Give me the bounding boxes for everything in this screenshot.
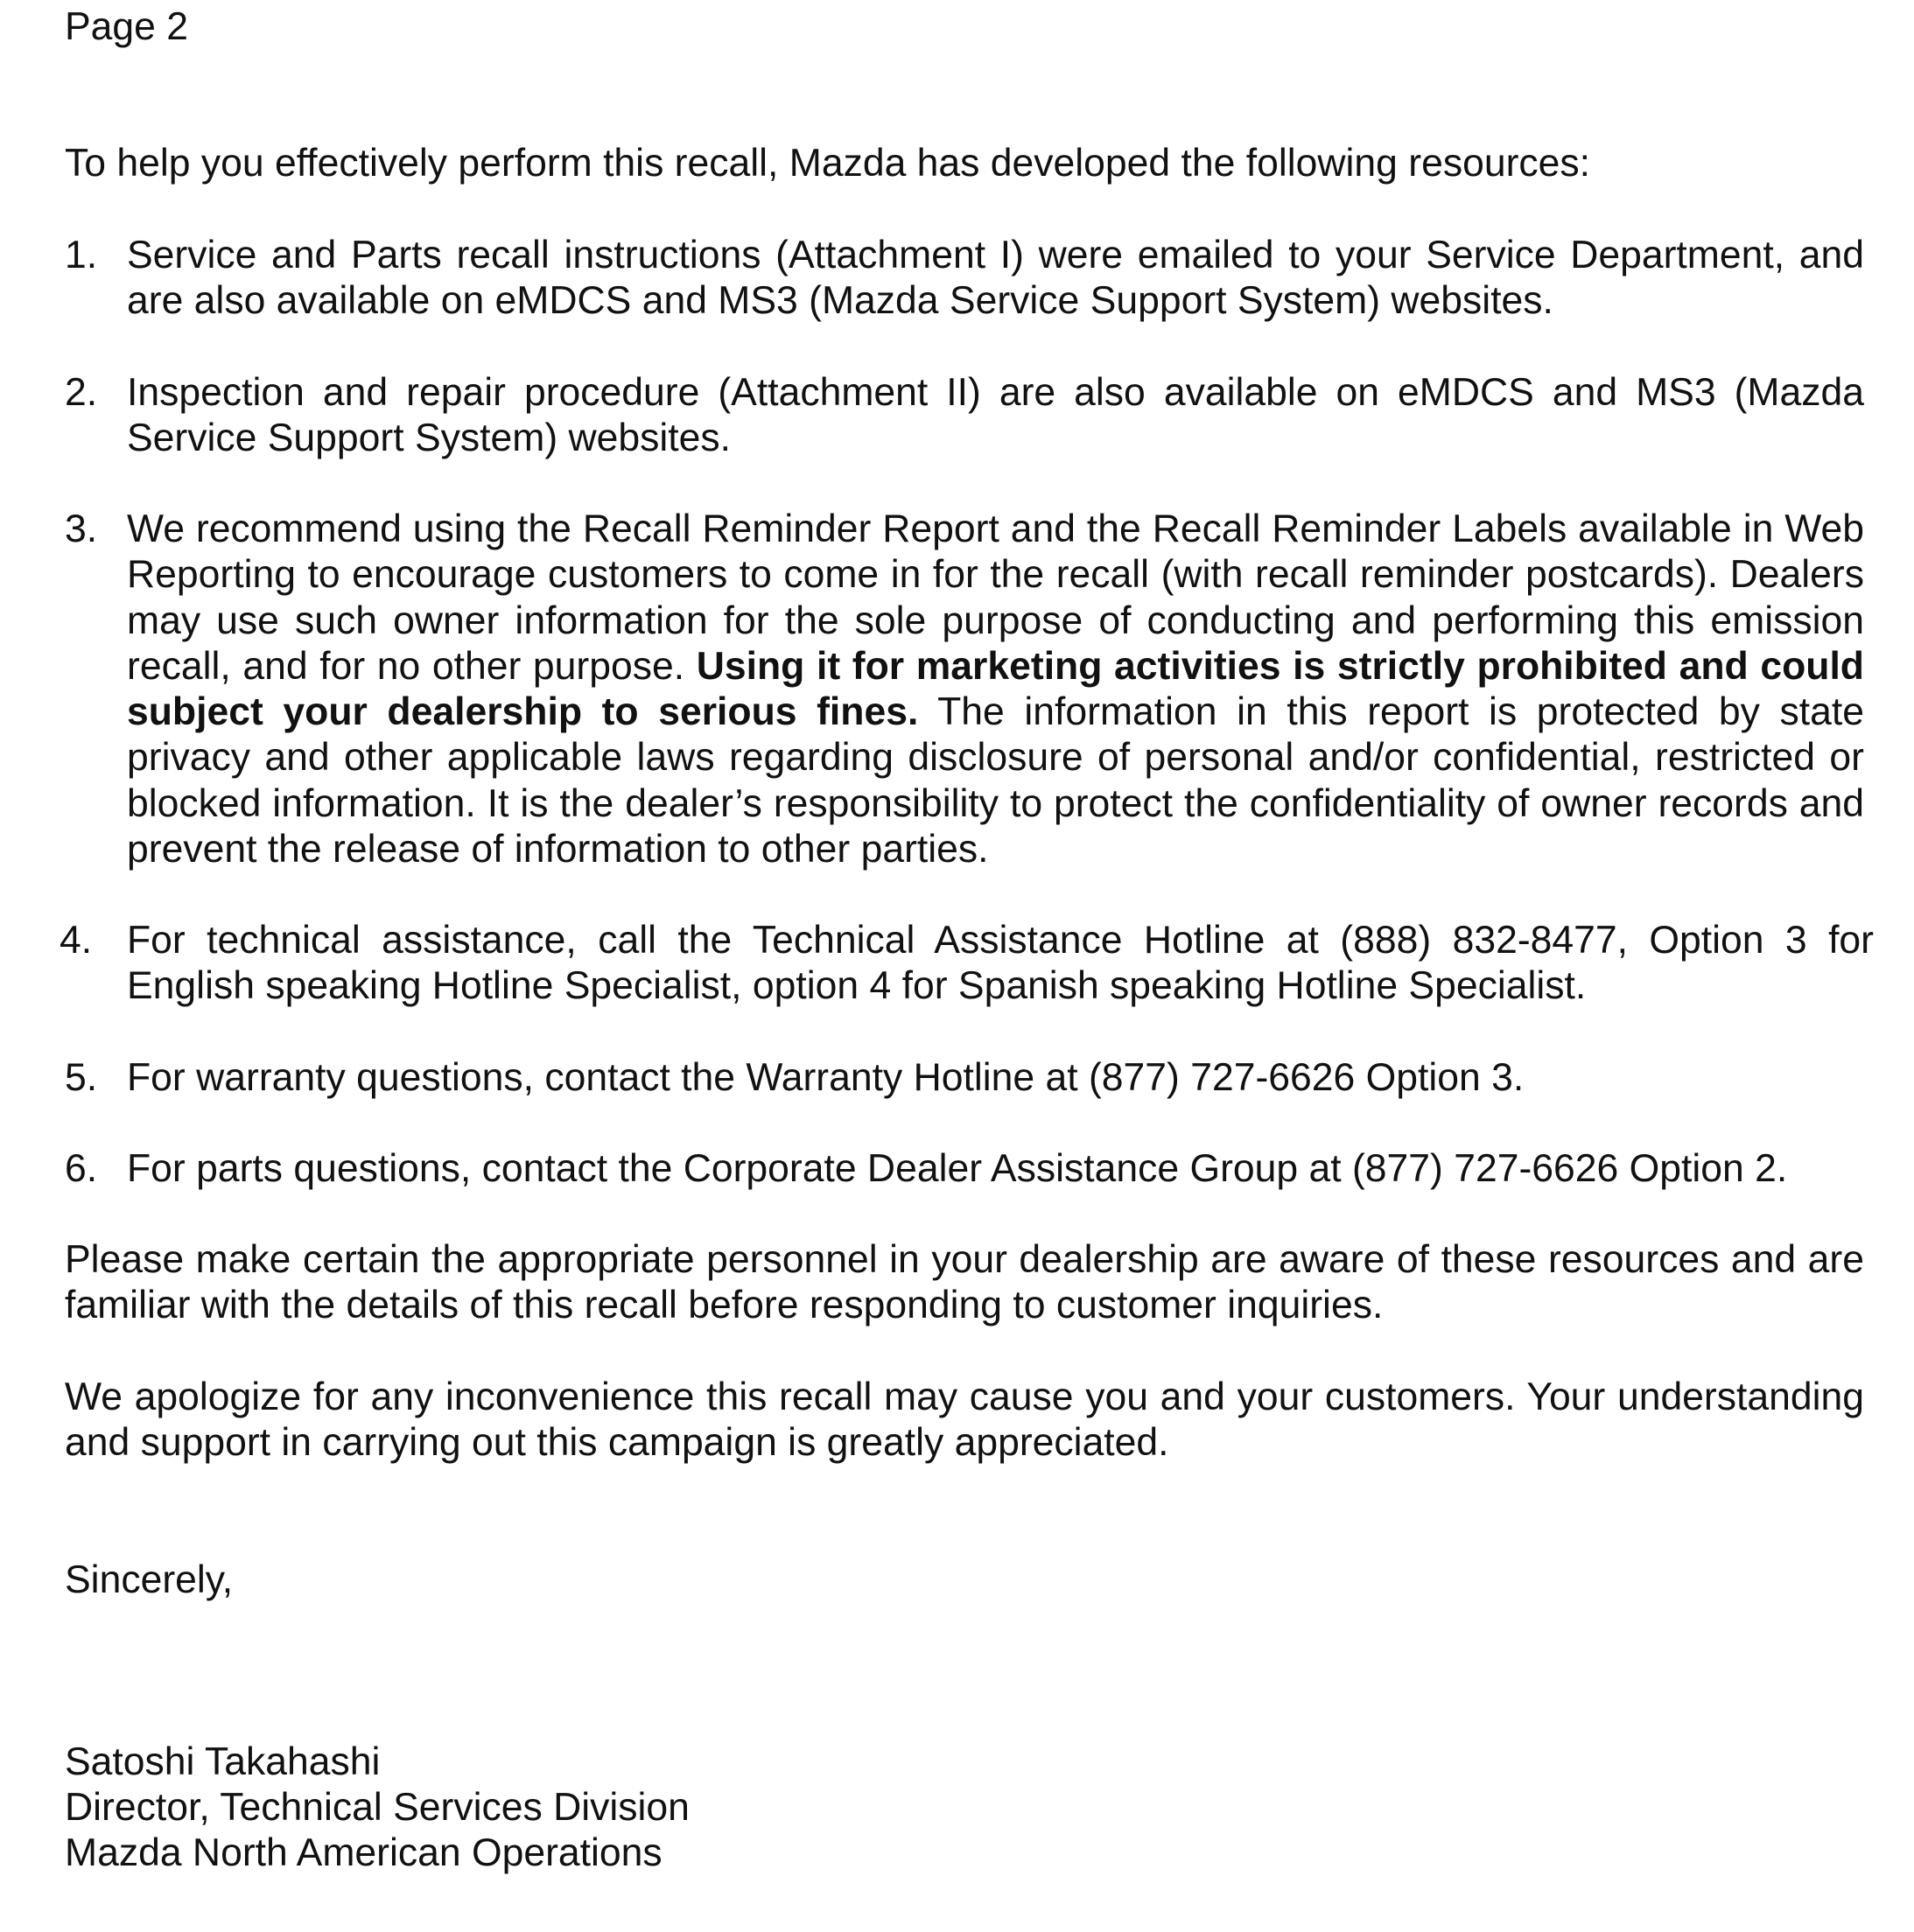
- signature-org: Mazda North American Operations: [65, 1831, 663, 1874]
- list-text: For technical assistance, call the Technical Assistance Hotline at (888) 832-8477, Option 3 for English speaking Hotline Specialist, option 4 for Spanish speaking Hotline Specialist.: [127, 919, 1874, 1008]
- list-text: [127, 507, 1864, 872]
- closing: Sincerely,: [65, 1558, 234, 1601]
- list-text: For parts questions, contact the Corporate Dealer Assistance Group at (877) 727-6626 Option 2.: [127, 1147, 1788, 1190]
- list-item: [65, 507, 1864, 872]
- signature-title: Director, Technical Services Division: [65, 1786, 690, 1829]
- list-item: [60, 918, 1874, 1010]
- list-number: 6.: [65, 1147, 98, 1190]
- list-item: [65, 370, 1864, 462]
- list-number: 4.: [60, 919, 93, 962]
- list-text: For warranty questions, contact the Warranty Hotline at (877) 727-6626 Option 3.: [127, 1056, 1525, 1099]
- list-text: Inspection and repair procedure (Attachment II) are also available on eMDCS and MS3 (Mazda Service Support System) websites.: [127, 371, 1864, 460]
- list-item: [65, 1055, 1864, 1101]
- resources-paragraph: Please make certain the appropriate personnel in your dealership are aware of these resources and are familiar with the details of this recall before responding to customer inquiries.: [65, 1238, 1864, 1327]
- list-item: [65, 1146, 1864, 1192]
- page-number: Page 2: [65, 5, 189, 48]
- list-text-part: We recommend using the Recall Reminder Report and the Recall Reminder Labels available in Web Reporting to encourage customers to come in for the recall (with recall reminder postcards). Dealers may use such owner information for the sole purpose of conducting and performing this emission recall, and for no other purpose.: [127, 508, 1864, 688]
- list-number: 2.: [65, 371, 98, 414]
- list-item: [65, 233, 1864, 325]
- signature-name: Satoshi Takahashi: [65, 1740, 381, 1783]
- list-number: 5.: [65, 1056, 98, 1099]
- list-number: 3.: [65, 508, 98, 550]
- list-text: Service and Parts recall instructions (Attachment I) were emailed to your Service Department, and are also available on eMDCS and MS3 (Mazda Service Support System) websites.: [127, 234, 1864, 323]
- list-text-part: The information in this report is protected by state privacy and other applicable laws regarding disclosure of personal and/or confidential, restricted or blocked information. It is the dealer’s responsibility to protect the confidentiality of owner records and prevent the release of information to other parties.: [127, 690, 1864, 872]
- bold-warning: Using it for marketing activities is strictly prohibited and could subject your dealership to serious fines.: [127, 644, 1864, 734]
- intro-paragraph: To help you effectively perform this recall, Mazda has developed the following resources:: [65, 142, 1591, 185]
- apology-paragraph: We apologize for any inconvenience this recall may cause you and your customers. Your understanding and support in carrying out this campaign is greatly appreciated.: [65, 1376, 1864, 1465]
- list-number: 1.: [65, 234, 98, 276]
